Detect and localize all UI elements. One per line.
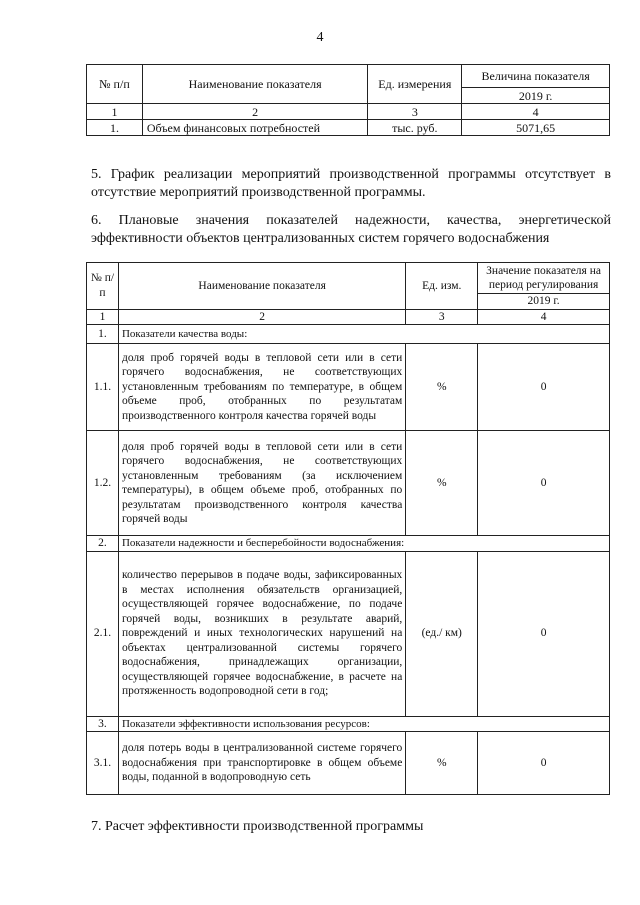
table1-index-cell: 4 <box>462 104 610 120</box>
paragraph-6: 6. Плановые значения показателей надежности, качества, энергетической эффективности объектов централизованных систем горячего водоснабжения <box>91 213 611 246</box>
item-value: 0 <box>478 551 610 716</box>
item-unit: (ед./ км) <box>406 551 478 716</box>
table1-header-year: 2019 г. <box>462 88 610 104</box>
table2-index-cell: 2 <box>118 309 405 325</box>
table1-header-row <box>87 65 610 88</box>
table2-header-name: Наименование показателя <box>118 263 405 310</box>
item-name: количество перерывов в подаче воды, зафиксированных в местах исполнения обязательств организацией, осуществляющей горячее водоснабжение, по подаче горячей воды, возникших в результате аварий, повреждений и иных технологических нарушений на объектах централизованной системы горячего водоснабжения, принадлежащих организации, осуществляющей горячее водоснабжение, в расчете на протяженность водопроводной сети в год; <box>118 551 405 716</box>
table2-header-unit: Ед. изм. <box>406 263 478 310</box>
section-num: 3. <box>87 716 119 732</box>
section-row <box>87 536 610 552</box>
table-row <box>87 732 610 795</box>
section-title: Показатели эффективности использования ресурсов: <box>118 716 609 732</box>
table2-header-num: № п/п <box>87 263 119 310</box>
table1-row-value: 5071,65 <box>462 120 610 136</box>
item-num: 1.1. <box>87 344 119 431</box>
table1-header-value: Величина показателя <box>462 65 610 88</box>
section-title: Показатели качества воды: <box>118 325 609 344</box>
item-value: 0 <box>478 732 610 795</box>
table1-index-cell: 1 <box>87 104 143 120</box>
table-row <box>87 120 610 136</box>
table2-index-cell: 1 <box>87 309 119 325</box>
item-unit: % <box>406 344 478 431</box>
table2-header-value: Значение показателя на период регулирования <box>478 263 610 294</box>
item-name: доля проб горячей воды в тепловой сети или в сети горячего водоснабжения, не соответствующих установленным требованиям по температуре, в общем объеме проб, отобранных по результатам производственного контроля качества горячей воды <box>118 344 405 431</box>
item-name: доля потерь воды в централизованной системе горячего водоснабжения при транспортировке в общем объеме воды, поданной в водопроводную сеть <box>118 732 405 795</box>
table1-header-num: № п/п <box>87 65 143 104</box>
item-num: 1.2. <box>87 431 119 536</box>
table2-index-cell: 3 <box>406 309 478 325</box>
item-num: 3.1. <box>87 732 119 795</box>
page-number: 4 <box>316 30 324 45</box>
table-row <box>87 551 610 716</box>
table1-row-num: 1. <box>87 120 143 136</box>
section-title: Показатели надежности и бесперебойности водоснабжения: <box>118 536 609 552</box>
item-value: 0 <box>478 431 610 536</box>
paragraph-7: 7. Расчет эффективности производственной программы <box>91 819 424 834</box>
table1-index-cell: 2 <box>142 104 368 120</box>
item-unit: % <box>406 431 478 536</box>
section-row <box>87 716 610 732</box>
table1-index-row <box>87 104 610 120</box>
table2-header-row <box>87 263 610 294</box>
item-name: доля проб горячей воды в тепловой сети или в сети горячего водоснабжения, не соответствующих установленным требованиям (за исключением температуры), в общем объеме проб, отобранных по результатам производственного контроля качества горячей воды <box>118 431 405 536</box>
table-row <box>87 344 610 431</box>
table1-row-name: Объем финансовых потребностей <box>142 120 368 136</box>
table1-index-cell: 3 <box>368 104 462 120</box>
section-num: 1. <box>87 325 119 344</box>
item-value: 0 <box>478 344 610 431</box>
table-row <box>87 431 610 536</box>
table1-header-name: Наименование показателя <box>142 65 368 104</box>
financial-needs-table <box>86 64 610 136</box>
table1-header-unit: Ед. измерения <box>368 65 462 104</box>
indicators-table <box>86 262 610 795</box>
section-row <box>87 325 610 344</box>
table2-index-cell: 4 <box>478 309 610 325</box>
table2-index-row <box>87 309 610 325</box>
item-num: 2.1. <box>87 551 119 716</box>
table1-row-unit: тыс. руб. <box>368 120 462 136</box>
section-num: 2. <box>87 536 119 552</box>
table2-header-year: 2019 г. <box>478 294 610 310</box>
paragraph-5: 5. График реализации мероприятий производственной программы отсутствует в отсутствие мероприятий производственной программы. <box>91 167 611 200</box>
item-unit: % <box>406 732 478 795</box>
